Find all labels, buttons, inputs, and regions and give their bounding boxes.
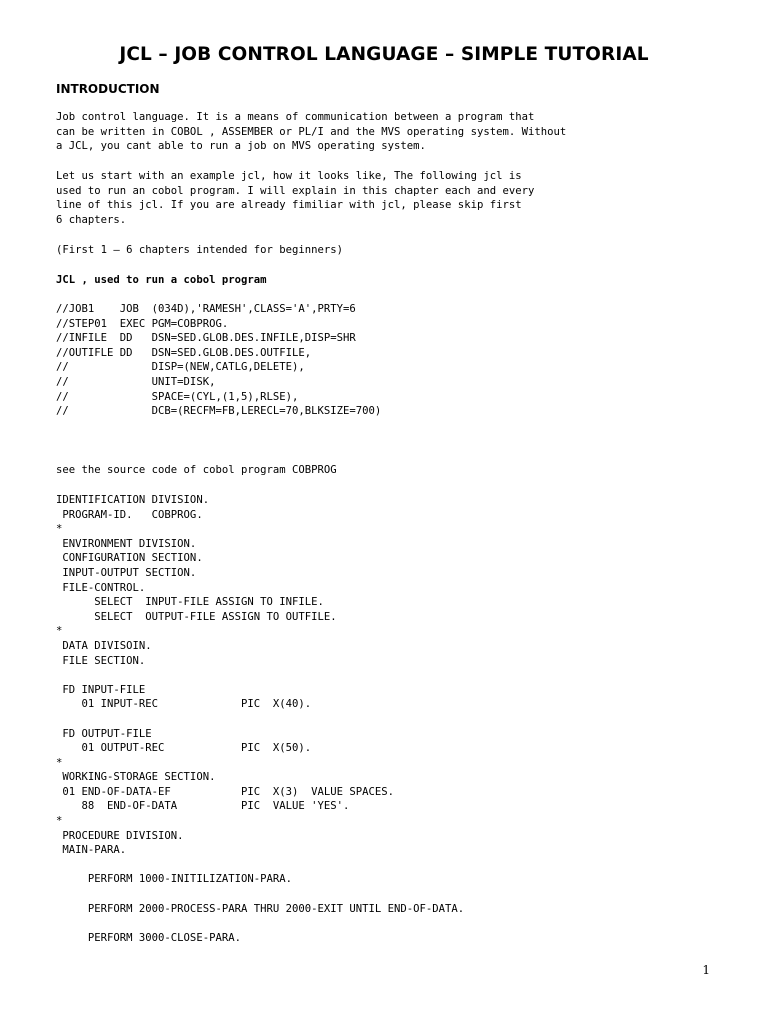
code-line: SELECT INPUT-FILE ASSIGN TO INFILE.	[56, 596, 324, 609]
introduction-heading: INTRODUCTION	[56, 82, 160, 96]
code-line: *	[56, 756, 63, 769]
code-line: 88 END-OF-DATA PIC VALUE 'YES'.	[56, 800, 350, 813]
text-line: Let us start with an example jcl, how it looks like, The following jcl is	[56, 170, 522, 182]
beginners-note: (First 1 – 6 chapters intended for beginners)	[56, 244, 344, 256]
text-line: Job control language. It is a means of communication between a program that	[56, 111, 535, 123]
jcl-code-block	[56, 302, 381, 419]
code-line: INPUT-OUTPUT SECTION.	[56, 566, 197, 579]
text-line: used to run an cobol program. I will explain in this chapter each and every	[56, 184, 535, 197]
code-line: FD OUTPUT-FILE	[56, 727, 152, 740]
code-line: *	[56, 523, 63, 536]
code-line: FD INPUT-FILE	[56, 683, 146, 696]
text-line: 6 chapters.	[56, 213, 127, 226]
source-code-intro: see the source code of cobol program COBPROG	[56, 464, 337, 476]
intro-paragraph-1	[56, 110, 566, 154]
code-line: MAIN-PARA.	[56, 844, 127, 857]
code-line: PROGRAM-ID. COBPROG.	[56, 508, 203, 521]
code-line: IDENTIFICATION DIVISION.	[56, 494, 210, 506]
code-line: FILE-CONTROL.	[56, 581, 146, 594]
code-line: 01 INPUT-REC PIC X(40).	[56, 698, 312, 711]
code-line: 01 END-OF-DATA-EF PIC X(3) VALUE SPACES.	[56, 785, 395, 798]
intro-paragraph-2	[56, 169, 534, 227]
code-line: ENVIRONMENT DIVISION.	[56, 537, 197, 550]
code-line: PROCEDURE DIVISION.	[56, 829, 184, 842]
code-line: // DISP=(NEW,CATLG,DELETE),	[56, 361, 305, 374]
code-line: // UNIT=DISK,	[56, 375, 216, 388]
code-line: PERFORM 1000-INITILIZATION-PARA.	[56, 873, 292, 886]
code-line: PERFORM 2000-PROCESS-PARA THRU 2000-EXIT UNTIL END-OF-DATA.	[56, 902, 465, 915]
jcl-section-heading: JCL , used to run a cobol program	[56, 274, 267, 286]
code-line: PERFORM 3000-CLOSE-PARA.	[56, 931, 241, 944]
code-line: *	[56, 625, 63, 638]
code-line: // SPACE=(CYL,(1,5),RLSE),	[56, 390, 299, 403]
text-line: a JCL, you cant able to run a job on MVS operating system.	[56, 140, 426, 153]
code-line: FILE SECTION.	[56, 654, 146, 667]
code-line: WORKING-STORAGE SECTION.	[56, 771, 216, 784]
code-line: DATA DIVISOIN.	[56, 639, 152, 652]
cobol-code-block	[56, 493, 464, 945]
code-line: CONFIGURATION SECTION.	[56, 552, 203, 565]
code-line: SELECT OUTPUT-FILE ASSIGN TO OUTFILE.	[56, 610, 337, 623]
code-line: *	[56, 815, 63, 828]
code-line: 01 OUTPUT-REC PIC X(50).	[56, 742, 312, 755]
code-line: //OUTIFLE DD DSN=SED.GLOB.DES.OUTFILE,	[56, 346, 312, 359]
text-line: can be written in COBOL , ASSEMBER or PL/I and the MVS operating system. Without	[56, 125, 567, 138]
code-line: //STEP01 EXEC PGM=COBPROG.	[56, 317, 229, 330]
text-line: line of this jcl. If you are already fimiliar with jcl, please skip first	[56, 199, 522, 212]
document-title: JCL – JOB CONTROL LANGUAGE – SIMPLE TUTORIAL	[119, 44, 649, 65]
code-line: //JOB1 JOB (034D),'RAMESH',CLASS='A',PRTY=6	[56, 303, 356, 315]
code-line: //INFILE DD DSN=SED.GLOB.DES.INFILE,DISP=SHR	[56, 332, 356, 345]
code-line: // DCB=(RECFM=FB,LERECL=70,BLKSIZE=700)	[56, 405, 382, 418]
page-number: 1	[702, 963, 710, 977]
